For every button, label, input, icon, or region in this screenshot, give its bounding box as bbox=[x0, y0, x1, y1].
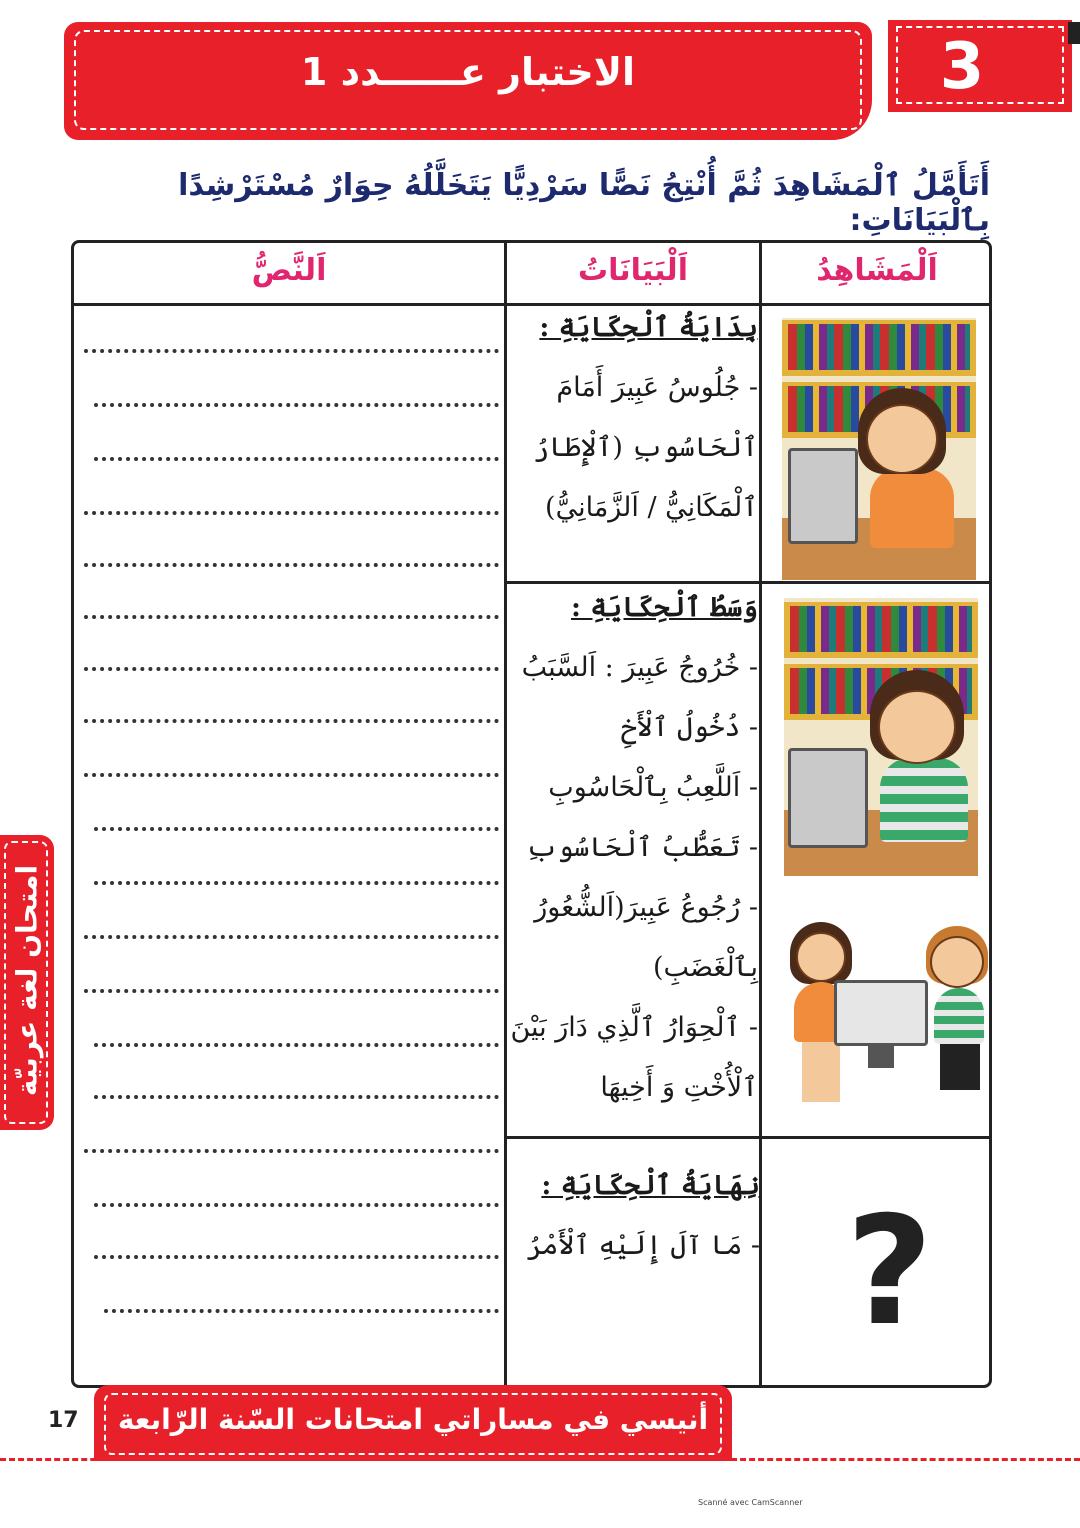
data-line: ٱلْأُخْتِ وَ أَخِيهَا bbox=[600, 1072, 758, 1103]
writing-line[interactable] bbox=[84, 1149, 499, 1153]
exam-number: 3 bbox=[939, 30, 985, 104]
side-tab bbox=[0, 835, 54, 1130]
header-data: اَلْبَيَانَاتُ bbox=[578, 253, 688, 288]
footer-title: أنيسي في مساراتي امتحانات السّنة الرّابعة bbox=[117, 1403, 709, 1436]
data-line: ٱلْحَاسُوبِ (ٱلْإِطَارُ bbox=[533, 432, 758, 463]
header-scenes: اَلْمَشَاهِدُ bbox=[816, 253, 938, 288]
data-line: - تَعَطُّبُ ٱلْحَاسُوبِ bbox=[526, 832, 758, 863]
section-title: نِهَايَةُ ٱلْحِكَايَةِ : bbox=[541, 1170, 760, 1201]
instruction-text: أَتَأَمَّلُ ٱلْمَشَاهِدَ ثُمَّ أُنْتِجُ نَصًّا سَرْدِيًّا يَتَخَلَّلُهُ حِوَارٌ مُسْتَرْشِدًا بِٱلْبَيَانَاتِ: bbox=[178, 168, 990, 238]
scene-brother-at-computer bbox=[784, 598, 978, 876]
writing-line[interactable] bbox=[84, 989, 499, 993]
writing-line[interactable] bbox=[84, 719, 499, 723]
writing-line[interactable] bbox=[84, 349, 499, 353]
data-line: بِٱلْغَضَبِ) bbox=[652, 952, 758, 983]
page-number: 17 bbox=[48, 1408, 79, 1433]
writing-line[interactable] bbox=[94, 457, 499, 461]
corner-mark bbox=[1068, 22, 1080, 44]
writing-line[interactable] bbox=[104, 1309, 499, 1313]
writing-line[interactable] bbox=[84, 667, 499, 671]
scene-girl-at-computer bbox=[782, 318, 976, 580]
writing-line[interactable] bbox=[94, 1095, 499, 1099]
writing-line[interactable] bbox=[84, 935, 499, 939]
section-title: بِدَايَةُ ٱلْحِكَايَةِ : bbox=[539, 312, 758, 343]
exam-number-box bbox=[888, 20, 1072, 112]
writing-line[interactable] bbox=[84, 511, 499, 515]
data-line: - دُخُولُ ٱلْأَخِ bbox=[620, 712, 758, 743]
writing-line[interactable] bbox=[94, 1255, 499, 1259]
footer-banner bbox=[94, 1385, 732, 1461]
writing-line[interactable] bbox=[84, 773, 499, 777]
section-ending bbox=[510, 1156, 760, 1276]
data-line: - خُرُوجُ عَبِيرَ : اَلسَّبَبُ bbox=[521, 652, 758, 683]
data-line: - اَللَّعِبُ بِٱلْحَاسُوبِ bbox=[548, 772, 758, 803]
header-text: اَلنَّصُّ bbox=[251, 253, 327, 288]
writing-line[interactable] bbox=[94, 1203, 499, 1207]
section-beginning bbox=[510, 298, 758, 538]
title-banner bbox=[64, 22, 872, 140]
writing-line[interactable] bbox=[94, 1043, 499, 1047]
question-mark-icon: ? bbox=[846, 1185, 934, 1359]
exam-title: الاختبار عــــــدد 1 bbox=[300, 50, 636, 94]
writing-line[interactable] bbox=[84, 563, 499, 567]
side-tab-label: امتحان لغة عربيّة bbox=[10, 864, 44, 1097]
column-divider bbox=[504, 243, 507, 1385]
writing-line[interactable] bbox=[94, 827, 499, 831]
section-divider bbox=[506, 1136, 989, 1139]
data-line: - مَا آلَ إِلَيْهِ ٱلْأَمْرُ bbox=[526, 1230, 760, 1261]
section-title: وَسَطُ ٱلْحِكَايَةِ : bbox=[571, 592, 758, 623]
writing-line[interactable] bbox=[94, 881, 499, 885]
scene-siblings-arguing bbox=[768, 918, 1004, 1118]
writing-line[interactable] bbox=[94, 403, 499, 407]
writing-line[interactable] bbox=[84, 615, 499, 619]
section-middle bbox=[508, 578, 758, 1118]
data-line: - جُلُوسُ عَبِيرَ أَمَامَ bbox=[556, 372, 758, 403]
data-line: - ٱلْحِوَارُ ٱلَّذِي دَارَ بَيْنَ bbox=[510, 1012, 758, 1043]
scan-note: Scanné avec CamScanner bbox=[698, 1498, 803, 1507]
data-line: - رُجُوعُ عَبِيرَ(اَلشُّعُورُ bbox=[534, 892, 758, 923]
data-line: ٱلْمَكَانِيُّ / اَلزَّمَانِيُّ) bbox=[545, 492, 758, 523]
